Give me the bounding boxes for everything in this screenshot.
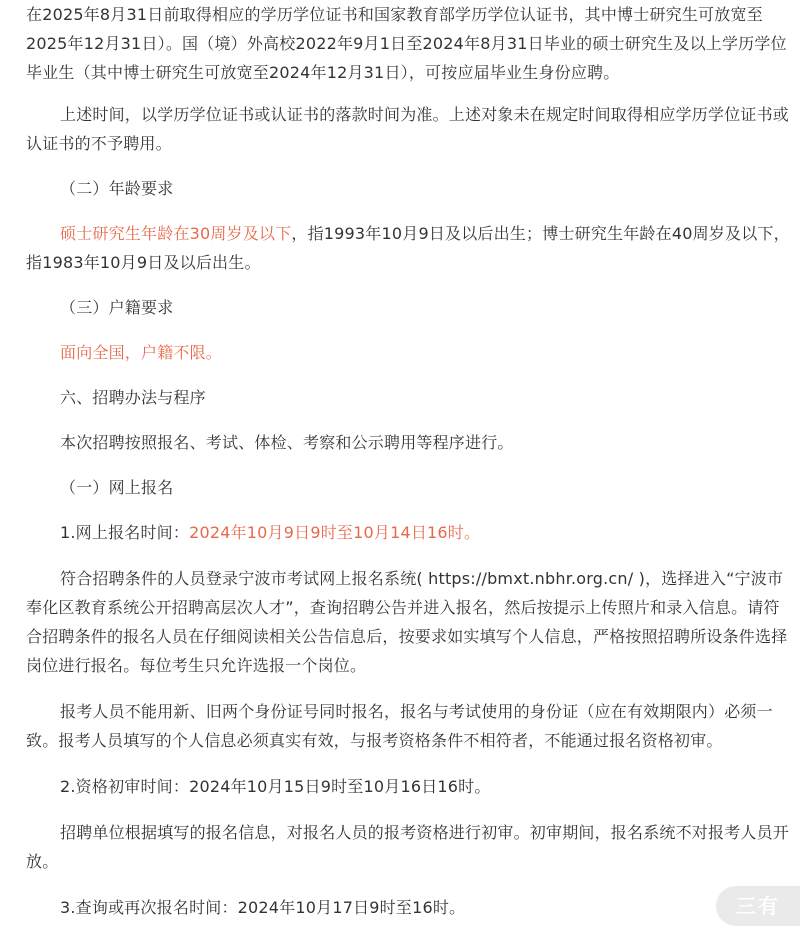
age-detail: ，指1993年10月9日及以后出生；博士研究生年龄在40周岁及以下，指1983年10月9日及以后出生。	[26, 224, 790, 272]
paragraph-registration-time	[26, 518, 790, 547]
registration-time-value: 2024年10月9日9时至10月14日16时。	[189, 523, 481, 542]
paragraph-hukou-rule: 面向全国，户籍不限。	[60, 343, 223, 362]
paragraph-review-time: 2.资格初审时间：2024年10月15日9时至10月16日16时。	[60, 777, 491, 796]
heading-online-registration: （一）网上报名	[60, 478, 174, 497]
article-body	[26, 0, 790, 922]
heading-age-requirement: （二）年龄要求	[60, 179, 174, 198]
heading-recruitment-procedure: 六、招聘办法与程序	[60, 388, 206, 407]
site-watermark-logo: 三有	[716, 886, 800, 926]
paragraph-age-rule	[26, 219, 790, 277]
paragraph-login-instructions: 符合招聘条件的人员登录宁波市考试网上报名系统( https://bmxt.nbhr.org.cn/ )，选择进入“宁波市奉化区教育系统公开招聘高层次人才”，查询招聘公告并进入报名，然后按提示上传照片和录入信息。请符合招聘条件的报名人员在仔细阅读相关公告信息后，按要求如实填写个人信息，严格按照招聘所设条件选择岗位进行报名。每位考生只允许选报一个岗位。	[26, 569, 788, 675]
heading-hukou-requirement: （三）户籍要求	[60, 298, 174, 317]
registration-time-label: 1.网上报名时间：	[60, 523, 190, 542]
age-highlight: 硕士研究生年龄在30周岁及以下	[60, 224, 292, 243]
paragraph-query-time: 3.查询或再次报名时间：2024年10月17日9时至16时。	[60, 898, 466, 917]
paragraph-procedure-overview: 本次招聘按照报名、考试、体检、考察和公示聘用等程序进行。	[60, 433, 514, 452]
paragraph-id-card-rule: 报考人员不能用新、旧两个身份证号同时报名，报名与考试使用的身份证（应在有效期限内）必须一致。报考人员填写的个人信息必须真实有效，与报考资格条件不相符者，不能通过报名资格初审。	[26, 702, 773, 750]
paragraph-review-detail: 招聘单位根据填写的报名信息，对报名人员的报考资格进行初审。初审期间，报名系统不对报考人员开放。	[26, 823, 790, 871]
paragraph-graduation-deadline: 在2025年8月31日前取得相应的学历学位证书和国家教育部学历学位认证书，其中博士研究生可放宽至2025年12月31日）。国（境）外高校2022年9月1日至2024年8月31日毕业的硕士研究生及以上学历学位毕业生（其中博士研究生可放宽至2024年12月31日），可按应届毕业生身份应聘。	[26, 5, 787, 82]
paragraph-certificate-rule: 上述时间，以学历学位证书或认证书的落款时间为准。上述对象未在规定时间取得相应学历学位证书或认证书的不予聘用。	[26, 105, 790, 153]
